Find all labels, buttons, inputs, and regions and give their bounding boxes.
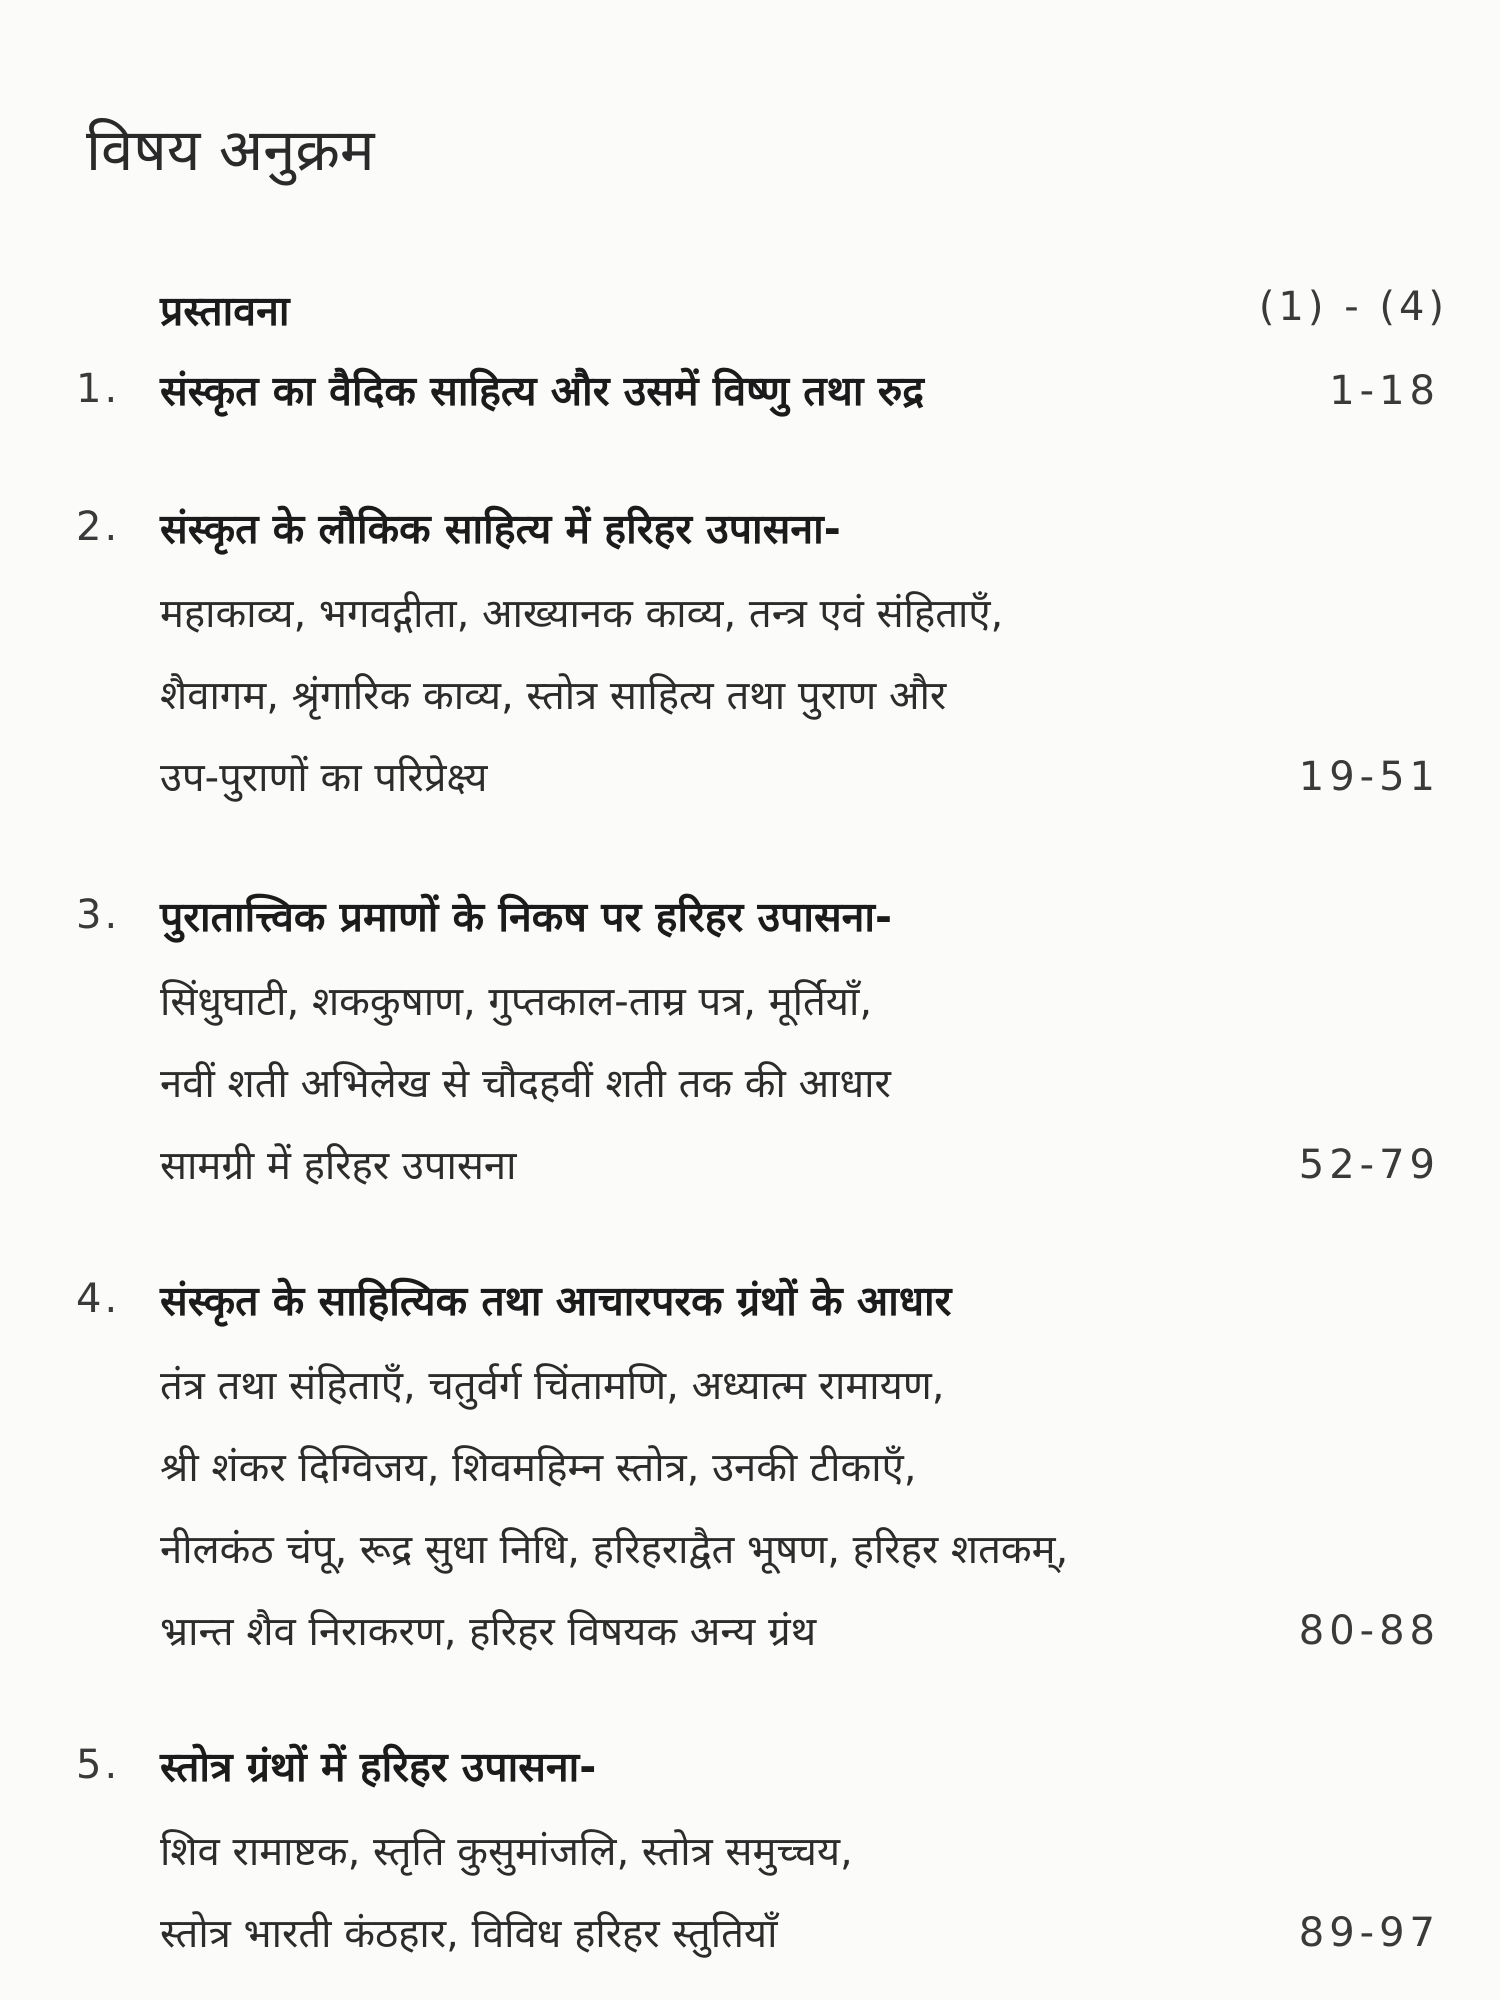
toc-entry-line: श्री शंकर दिग्विजय, शिवमहिम्न स्तोत्र, उनकी टीकाएँ, — [160, 1445, 917, 1491]
toc-entry-number: 3. — [76, 892, 121, 938]
toc-entry-number: 1. — [76, 366, 121, 412]
toc-entry-heading: स्तोत्र ग्रंथों में हरिहर उपासना- — [160, 1743, 597, 1791]
toc-entry-number: 5. — [76, 1742, 121, 1788]
toc-entry-heading: संस्कृत के लौकिक साहित्य में हरिहर उपासना- — [160, 505, 841, 553]
toc-entry-pages: 19-51 — [1298, 754, 1440, 800]
toc-entry-heading: प्रस्तावना — [160, 287, 290, 335]
toc-entry-line: उप-पुराणों का परिप्रेक्ष्य — [160, 755, 488, 801]
toc-entry-line: सिंधुघाटी, शककुषाण, गुप्तकाल-ताम्र पत्र, मूर्तियाँ, — [160, 979, 873, 1025]
toc-entry-pages: (1) - (4) — [1258, 284, 1448, 330]
toc-entry-line: तंत्र तथा संहिताएँ, चतुर्वर्ग चिंतामणि, अध्यात्म रामायण, — [160, 1363, 945, 1409]
toc-entry-line: नीलकंठ चंपू, रूद्र सुधा निधि, हरिहराद्वैत भूषण, हरिहर शतकम्, — [160, 1527, 1069, 1573]
toc-entry-pages: 1-18 — [1329, 368, 1440, 414]
toc-entry-pages: 52-79 — [1298, 1142, 1440, 1188]
toc-entry-line: नवीं शती अभिलेख से चौदहवीं शती तक की आधार — [160, 1061, 891, 1107]
toc-entry-line: शैवागम, श्रृंगारिक काव्य, स्तोत्र साहित्य तथा पुराण और — [160, 673, 947, 719]
toc-entry-pages: 80-88 — [1298, 1608, 1440, 1654]
toc-entry-line: महाकाव्य, भगवद्गीता, आख्यानक काव्य, तन्त्र एवं संहिताएँ, — [160, 591, 1004, 637]
toc-entry-number: 4. — [76, 1276, 121, 1322]
page-title: विषय अनुक्रम — [86, 116, 375, 184]
toc-entry-line: भ्रान्त शैव निराकरण, हरिहर विषयक अन्य ग्रंथ — [160, 1609, 817, 1655]
toc-entry-line: स्तोत्र भारती कंठहार, विविध हरिहर स्तुतियाँ — [160, 1911, 778, 1957]
toc-entry-line: शिव रामाष्टक, स्तृति कुसुमांजलि, स्तोत्र समुच्चय, — [160, 1829, 853, 1875]
toc-entry-heading: पुरातात्त्विक प्रमाणों के निकष पर हरिहर उपासना- — [160, 893, 893, 941]
toc-entry-heading: संस्कृत का वैदिक साहित्य और उसमें विष्णु तथा रुद्र — [160, 367, 925, 415]
toc-entry-heading: संस्कृत के साहित्यिक तथा आचारपरक ग्रंथों के आधार — [160, 1277, 952, 1325]
toc-entry-number: 2. — [76, 504, 121, 550]
toc-entry-line: सामग्री में हरिहर उपासना — [160, 1143, 517, 1189]
toc-entry-pages: 89-97 — [1298, 1910, 1440, 1956]
